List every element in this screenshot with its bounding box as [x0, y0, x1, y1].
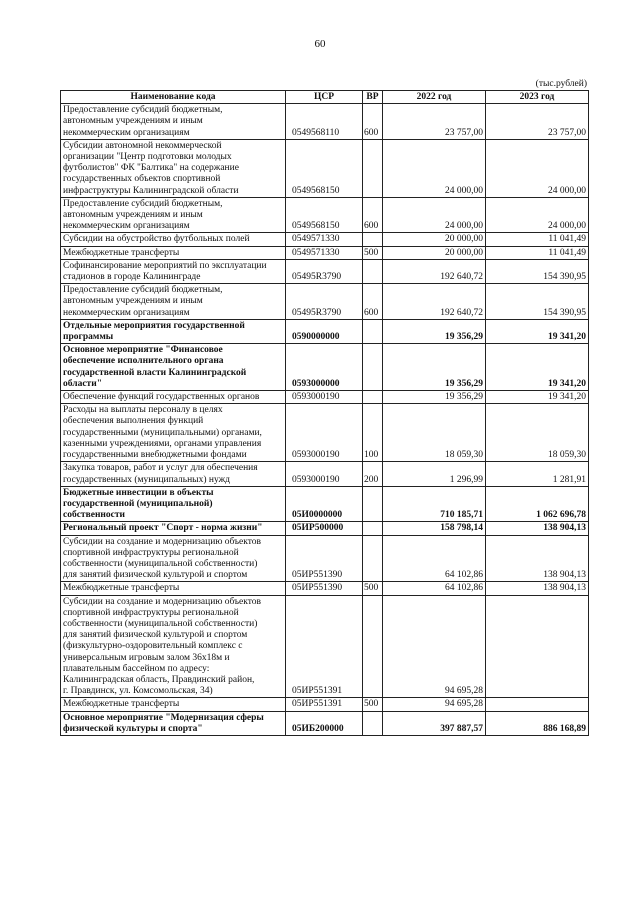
table-row	[61, 486, 589, 522]
cell-2023	[486, 698, 589, 711]
cell-csr: 05ИР551391	[286, 595, 363, 698]
table-row	[61, 259, 589, 283]
cell-name: Обеспечение функций государственных органов	[61, 391, 286, 404]
cell-csr: 05ИР551390	[286, 535, 363, 582]
cell-vr	[363, 344, 383, 391]
table-row	[61, 104, 589, 140]
cell-2022: 192 640,72	[383, 259, 486, 283]
cell-csr: 05И0000000	[286, 486, 363, 522]
cell-csr: 05ИР551390	[286, 582, 363, 595]
cell-2023: 1 062 696,78	[486, 486, 589, 522]
table-row	[61, 404, 589, 462]
cell-name: Софинансирование мероприятий по эксплуатации стадионов в городе Калининграде	[61, 259, 286, 283]
cell-name: Межбюджетные трансферты	[61, 698, 286, 711]
cell-vr: 100	[363, 404, 383, 462]
cell-csr: 05ИР551391	[286, 698, 363, 711]
cell-vr	[363, 535, 383, 582]
header-csr: ЦСР	[286, 91, 363, 104]
cell-2023: 11 041,49	[486, 246, 589, 259]
cell-2022: 19 356,29	[383, 319, 486, 343]
cell-2022: 64 102,86	[383, 582, 486, 595]
cell-2023: 138 904,13	[486, 582, 589, 595]
budget-table	[60, 90, 589, 736]
table-row	[61, 284, 589, 320]
header-name: Наименование кода	[61, 91, 286, 104]
cell-vr: 500	[363, 698, 383, 711]
table-row	[61, 582, 589, 595]
cell-csr: 0549568150	[286, 139, 363, 197]
cell-vr	[363, 391, 383, 404]
cell-name: Субсидии на создание и модернизацию объектов спортивной инфраструктуры региональной собственности (муниципальной собственности) для занятий физической культурой и спортом (физкультурно-оздоровительный комплекс с универсальным игровым залом 36х18м и плавательным бассейном по адресу: Калининградская область, Правдинский район, г. Правдинск, ул. Комсомольская, 34)	[61, 595, 286, 698]
cell-csr: 0593000000	[286, 344, 363, 391]
cell-2022: 20 000,00	[383, 246, 486, 259]
cell-2022: 192 640,72	[383, 284, 486, 320]
table-row	[61, 139, 589, 197]
cell-name: Расходы на выплаты персоналу в целях обеспечения выполнения функций государственными (муниципальными) органами, казенными учреждениями, органами управления государственными внебюджетными фондами	[61, 404, 286, 462]
table-row	[61, 698, 589, 711]
table-row	[61, 319, 589, 343]
cell-csr: 0549571330	[286, 246, 363, 259]
cell-name: Межбюджетные трансферты	[61, 246, 286, 259]
cell-2022: 19 356,29	[383, 344, 486, 391]
table-row	[61, 391, 589, 404]
header-vr: ВР	[363, 91, 383, 104]
cell-vr	[363, 711, 383, 735]
cell-2023: 138 904,13	[486, 535, 589, 582]
cell-2023	[486, 595, 589, 698]
cell-2023: 19 341,20	[486, 344, 589, 391]
cell-2023: 24 000,00	[486, 139, 589, 197]
cell-vr: 600	[363, 197, 383, 233]
cell-csr: 05ИР500000	[286, 522, 363, 535]
cell-2022: 158 798,14	[383, 522, 486, 535]
table-body	[61, 104, 589, 736]
cell-2023: 24 000,00	[486, 197, 589, 233]
cell-name: Субсидии на создание и модернизацию объектов спортивной инфраструктуры региональной собственности (муниципальной собственности) для занятий физической культурой и спортом	[61, 535, 286, 582]
cell-name: Бюджетные инвестиции в объекты государственной (муниципальной) собственности	[61, 486, 286, 522]
table-row	[61, 197, 589, 233]
cell-vr	[363, 139, 383, 197]
cell-csr: 0590000000	[286, 319, 363, 343]
cell-2023: 18 059,30	[486, 404, 589, 462]
cell-csr: 0593000190	[286, 404, 363, 462]
cell-vr: 200	[363, 462, 383, 486]
table-row	[61, 595, 589, 698]
cell-2023: 886 168,89	[486, 711, 589, 735]
cell-csr: 0593000190	[286, 462, 363, 486]
cell-2023: 11 041,49	[486, 233, 589, 246]
cell-name: Основное мероприятие "Модернизация сферы физической культуры и спорта"	[61, 711, 286, 735]
table-row	[61, 233, 589, 246]
cell-name: Субсидии на обустройство футбольных полей	[61, 233, 286, 246]
table-row	[61, 344, 589, 391]
cell-vr	[363, 595, 383, 698]
cell-name: Предоставление субсидий бюджетным, автономным учреждениям и иным некоммерческим организациям	[61, 284, 286, 320]
cell-vr: 500	[363, 582, 383, 595]
cell-2022: 24 000,00	[383, 197, 486, 233]
cell-csr: 0593000190	[286, 391, 363, 404]
cell-name: Межбюджетные трансферты	[61, 582, 286, 595]
table-row	[61, 522, 589, 535]
cell-2022: 94 695,28	[383, 595, 486, 698]
cell-name: Отдельные мероприятия государственной программы	[61, 319, 286, 343]
header-2022: 2022 год	[383, 91, 486, 104]
cell-csr: 0549571330	[286, 233, 363, 246]
cell-2022: 1 296,99	[383, 462, 486, 486]
cell-vr: 600	[363, 104, 383, 140]
cell-2022: 23 757,00	[383, 104, 486, 140]
cell-csr: 0549568150	[286, 197, 363, 233]
cell-csr: 05495R3790	[286, 284, 363, 320]
cell-2022: 18 059,30	[383, 404, 486, 462]
cell-2022: 94 695,28	[383, 698, 486, 711]
cell-vr: 500	[363, 246, 383, 259]
cell-2023: 23 757,00	[486, 104, 589, 140]
cell-vr: 600	[363, 284, 383, 320]
page-number: 60	[314, 38, 326, 50]
cell-vr	[363, 522, 383, 535]
cell-2023: 154 390,95	[486, 284, 589, 320]
cell-csr: 0549568110	[286, 104, 363, 140]
table-row	[61, 246, 589, 259]
cell-2023: 19 341,20	[486, 319, 589, 343]
cell-2023: 138 904,13	[486, 522, 589, 535]
cell-name: Основное мероприятие "Финансовое обеспечение исполнительного органа государственной власти Калининградской области"	[61, 344, 286, 391]
cell-2022: 19 356,29	[383, 391, 486, 404]
header-2023: 2023 год	[486, 91, 589, 104]
cell-name: Предоставление субсидий бюджетным, автономным учреждениям и иным некоммерческим организациям	[61, 104, 286, 140]
cell-2022: 20 000,00	[383, 233, 486, 246]
cell-2022: 397 887,57	[383, 711, 486, 735]
cell-vr	[363, 233, 383, 246]
cell-2023: 1 281,91	[486, 462, 589, 486]
cell-name: Региональный проект "Спорт - норма жизни"	[61, 522, 286, 535]
cell-2022: 710 185,71	[383, 486, 486, 522]
cell-csr: 05ИБ200000	[286, 711, 363, 735]
cell-2023: 154 390,95	[486, 259, 589, 283]
cell-name: Закупка товаров, работ и услуг для обеспечения государственных (муниципальных) нужд	[61, 462, 286, 486]
cell-name: Субсидии автономной некоммерческой организации "Центр подготовки молодых футболистов" ФК "Балтика" на содержание государственных объектов спортивной инфраструктуры Калининградской области	[61, 139, 286, 197]
cell-vr	[363, 319, 383, 343]
cell-2022: 24 000,00	[383, 139, 486, 197]
table-row	[61, 711, 589, 735]
cell-csr: 05495R3790	[286, 259, 363, 283]
table-row	[61, 462, 589, 486]
units-label: (тыс.рублей)	[535, 79, 587, 89]
table-header-row	[61, 91, 589, 104]
cell-2022: 64 102,86	[383, 535, 486, 582]
cell-name: Предоставление субсидий бюджетным, автономным учреждениям и иным некоммерческим организациям	[61, 197, 286, 233]
cell-vr	[363, 259, 383, 283]
cell-vr	[363, 486, 383, 522]
table-row	[61, 535, 589, 582]
cell-2023: 19 341,20	[486, 391, 589, 404]
